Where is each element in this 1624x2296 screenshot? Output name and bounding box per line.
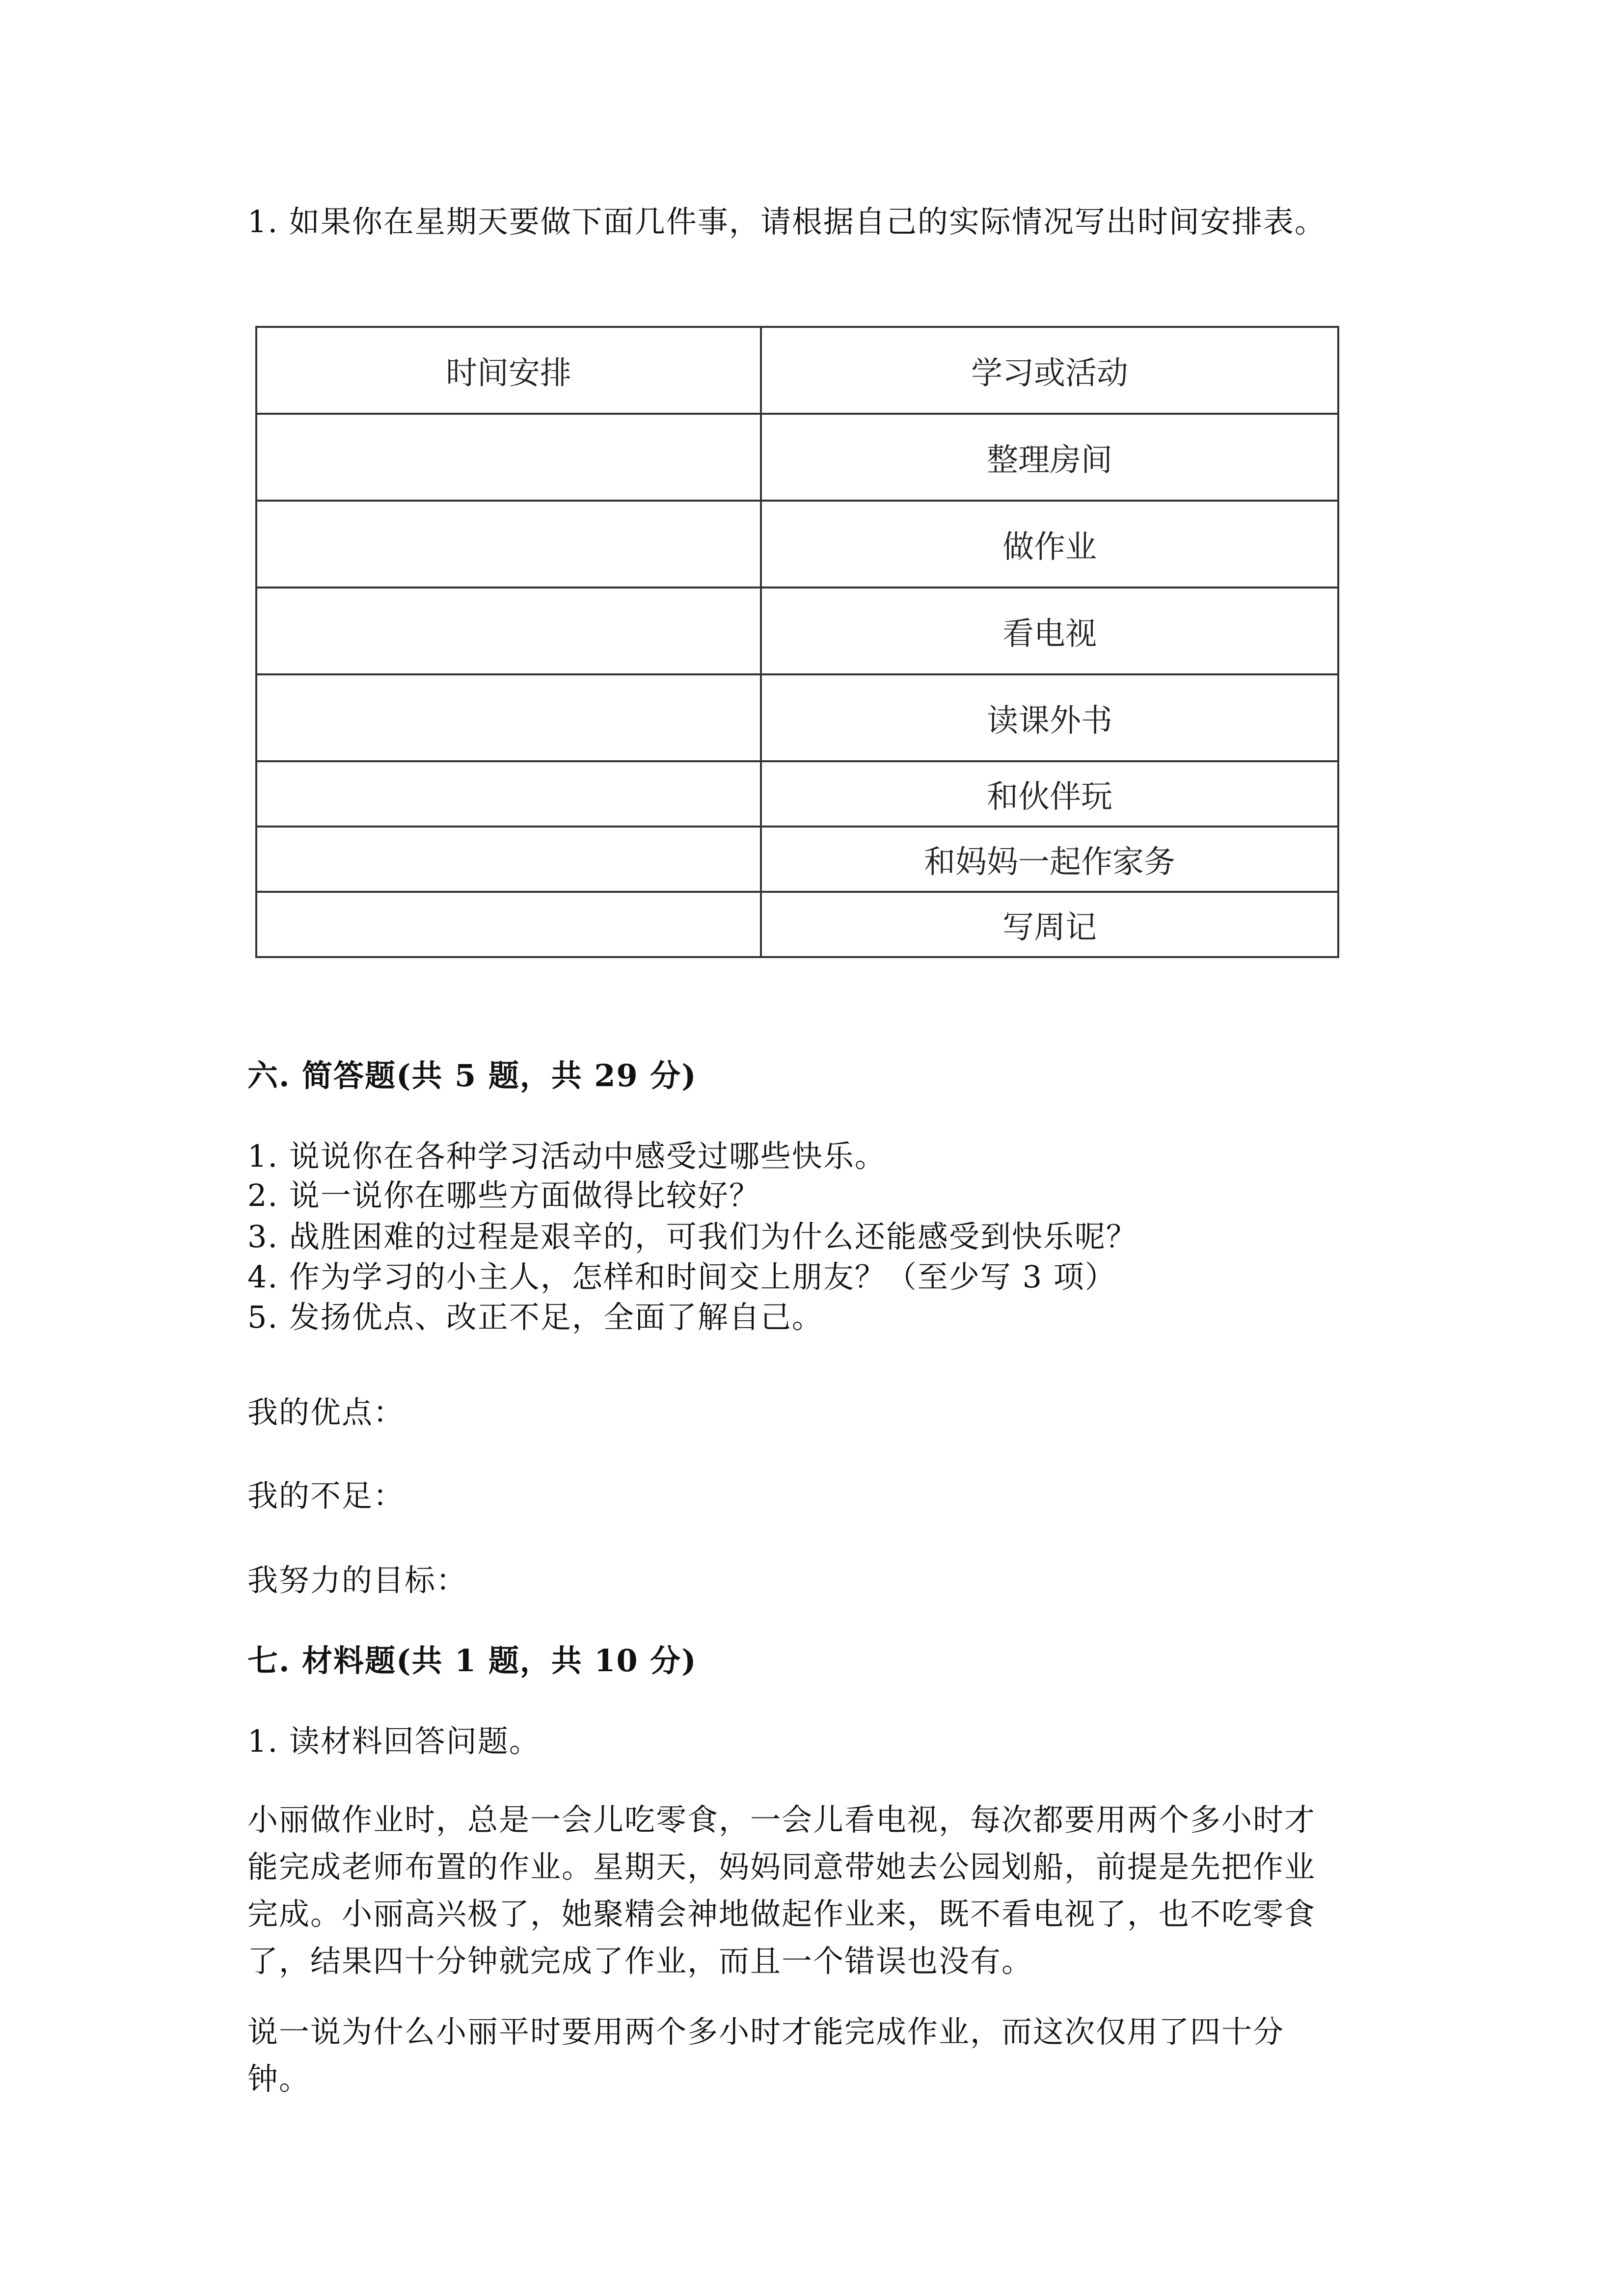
- time-cell[interactable]: [256, 761, 761, 827]
- header-activity: 学习或活动: [761, 327, 1338, 414]
- s6-question-5: 5. 发扬优点、改正不足，全面了解自己。: [247, 1299, 823, 1335]
- s6-question-1: 1. 说说你在各种学习活动中感受过哪些快乐。: [247, 1138, 886, 1174]
- material-line: 能完成老师布置的作业。星期天，妈妈同意带她去公园划船，前提是先把作业: [247, 1849, 1316, 1885]
- time-cell[interactable]: [256, 414, 761, 501]
- s7-question-1: 1. 读材料回答问题。: [247, 1723, 541, 1759]
- table-row: [256, 674, 1338, 761]
- s6-question-2: 2. 说一说你在哪些方面做得比较好？: [247, 1177, 760, 1213]
- activity-cell: 看电视: [761, 587, 1338, 674]
- time-cell[interactable]: [256, 674, 761, 761]
- activity-cell: 和伙伴玩: [761, 761, 1338, 827]
- q1-prompt: 1. 如果你在星期天要做下面几件事，请根据自己的实际情况写出时间安排表。: [247, 204, 1326, 240]
- weaknesses-prompt: 我的不足：: [247, 1478, 405, 1514]
- activity-cell: 读课外书: [761, 674, 1338, 761]
- time-cell[interactable]: [256, 827, 761, 892]
- table-row: [256, 827, 1338, 892]
- table-header-row: [256, 327, 1338, 414]
- activity-cell: 和妈妈一起作家务: [761, 827, 1338, 892]
- material-line: 小丽做作业时，总是一会儿吃零食，一会儿看电视，每次都要用两个多小时才: [247, 1802, 1316, 1838]
- table-row: [256, 501, 1338, 587]
- table-row: [256, 761, 1338, 827]
- material-line: 完成。小丽高兴极了，她聚精会神地做起作业来，既不看电视了，也不吃零食: [247, 1896, 1316, 1932]
- activity-cell: 整理房间: [761, 414, 1338, 501]
- goal-prompt: 我努力的目标：: [247, 1562, 468, 1598]
- activity-cell: 做作业: [761, 501, 1338, 587]
- material-question: [247, 2008, 1377, 2103]
- activity-cell: 写周记: [761, 892, 1338, 957]
- material-line: 了，结果四十分钟就完成了作业，而且一个错误也没有。: [247, 1943, 1033, 1979]
- time-cell[interactable]: [256, 587, 761, 674]
- time-cell[interactable]: [256, 501, 761, 587]
- time-cell[interactable]: [256, 892, 761, 957]
- s6-question-4: 4. 作为学习的小主人，怎样和时间交上朋友？（至少写 3 项）: [247, 1259, 1116, 1295]
- question-line: 钟。: [247, 2061, 311, 2097]
- reading-material: [247, 1796, 1377, 1985]
- table-row: [256, 587, 1338, 674]
- table-row: [256, 892, 1338, 957]
- time-schedule-table: [255, 326, 1339, 958]
- header-time: 时间安排: [256, 327, 761, 414]
- table-row: [256, 414, 1338, 501]
- strengths-prompt: 我的优点：: [247, 1394, 405, 1430]
- s6-question-3: 3. 战胜困难的过程是艰辛的，可我们为什么还能感受到快乐呢？: [247, 1219, 1137, 1255]
- section6-title: 六. 简答题(共 5 题，共 29 分): [247, 1058, 697, 1094]
- question-line: 说一说为什么小丽平时要用两个多小时才能完成作业，而这次仅用了四十分: [247, 2014, 1285, 2050]
- section7-title: 七. 材料题(共 1 题，共 10 分): [247, 1643, 697, 1679]
